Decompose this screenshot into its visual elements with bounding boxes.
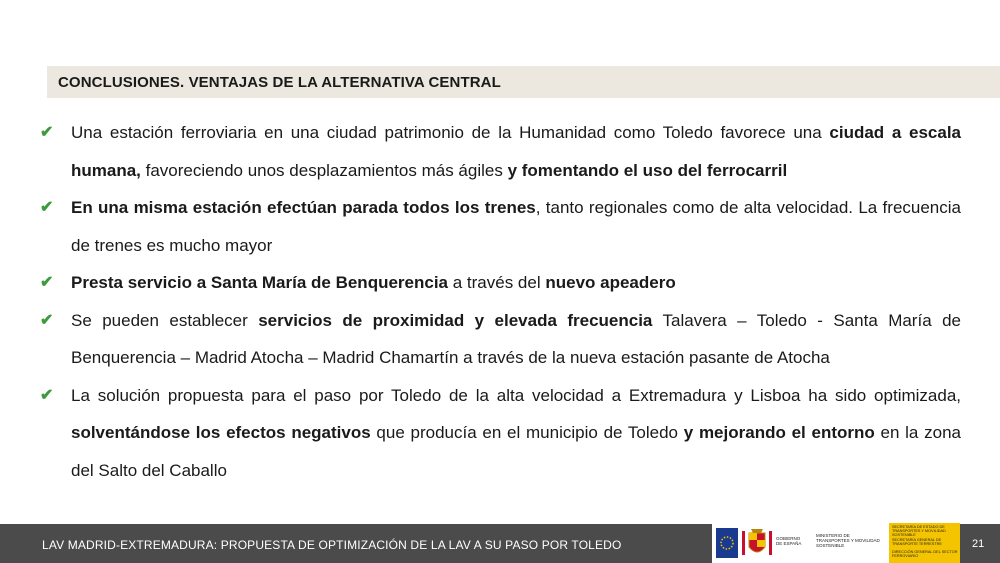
list-item <box>40 264 961 302</box>
check-icon: ✔ <box>40 124 54 141</box>
logo-gov-text: GOBIERNO DE ESPAÑA <box>776 536 802 546</box>
logo-sec-text-2: SECRETARÍA GENERAL DE TRANSPORTE TERRESTRE <box>892 538 942 547</box>
bullet-text: Presta servicio a Santa María de Benquerencia a través del nuevo apeadero <box>71 273 676 292</box>
check-icon: ✔ <box>40 386 54 404</box>
list-item <box>40 114 961 189</box>
logo-sec-text-3: DIRECCIÓN GENERAL DEL SECTOR FERROVIARIO <box>892 550 958 559</box>
logo-sec-text-1: SECRETARÍA DE ESTADO DE TRANSPORTES Y MOVILIDAD SOSTENIBLE <box>892 525 946 538</box>
government-logo <box>712 523 960 563</box>
bullet-text: Se pueden establecer servicios de proximidad y elevada frecuencia Talavera – Toledo - Santa María de Benquerencia – Madrid Atocha – Madrid Chamartín a través de la nueva estación pasante de Atocha <box>71 310 961 367</box>
footer-title: LAV MADRID-EXTREMADURA: PROPUESTA DE OPTIMIZACIÓN DE LA LAV A SU PASO POR TOLEDO <box>42 538 622 552</box>
bullet-text: Una estación ferroviaria en una ciudad patrimonio de la Humanidad como Toledo favorece una ciudad a escala humana, favoreciendo unos desplazamientos más ágiles y fomentando el uso del ferrocarril <box>71 123 961 180</box>
bullet-text: La solución propuesta para el paso por Toledo de la alta velocidad a Extremadura y Lisboa ha sido optimizada, solventándose los efectos negativos que producía en el municipio de Toledo y mejorando el entorno en la zona del Salto del Caballo <box>71 385 961 480</box>
bullet-text: En una misma estación efectúan parada todos los trenes, tanto regionales como de alta velocidad. La frecuencia de trenes es mucho mayor <box>71 198 961 255</box>
logo-ministry-text: MINISTERIO DE TRANSPORTES Y MOVILIDAD SOSTENIBLE <box>816 533 880 548</box>
check-icon: ✔ <box>40 199 54 216</box>
list-item <box>40 302 961 377</box>
page-number: 21 <box>972 538 985 550</box>
conclusions-list <box>40 114 961 489</box>
eu-flag-icon <box>716 528 738 558</box>
logo-yellow-panel <box>889 523 960 563</box>
check-icon: ✔ <box>40 311 54 329</box>
spain-coat-of-arms-icon <box>742 527 772 559</box>
section-title: CONCLUSIONES. VENTAJAS DE LA ALTERNATIVA CENTRAL <box>58 74 501 91</box>
list-item <box>40 377 961 490</box>
check-icon: ✔ <box>40 274 54 291</box>
list-item <box>40 189 961 264</box>
